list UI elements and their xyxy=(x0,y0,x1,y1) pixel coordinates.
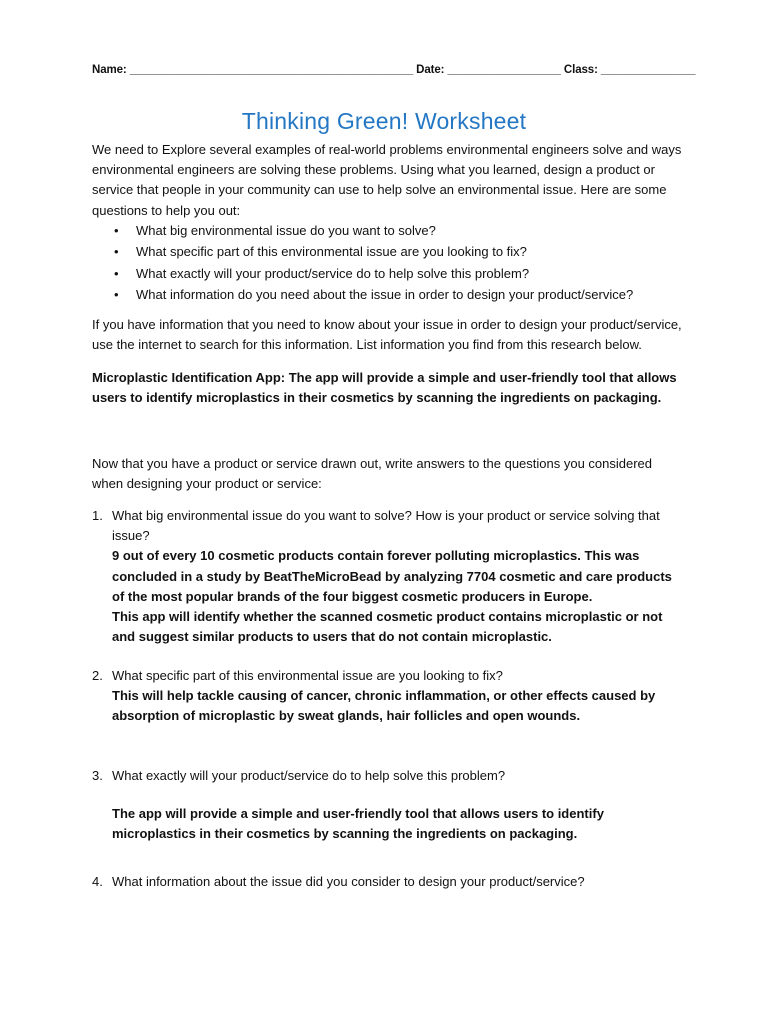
answer-text: This app will identify whether the scanned cosmetic product contains microplastic or not and suggest similar products to users that do not contain microplastic. xyxy=(112,609,663,645)
intro-paragraph: We need to Explore several examples of real-world problems environmental engineers solve and ways environmental engineers are solving these problems. Using what you learned, design a product or service that people in your community can use to help solve an environmental issue. Here are some questions to help you out: xyxy=(92,142,682,218)
question-text: What specific part of this environmental issue are you looking to fix? xyxy=(112,668,503,683)
list-item: • What information do you need about the issue in order to design your product/service? xyxy=(92,284,682,305)
research-instructions: If you have information that you need to know about your issue in order to design your product/service, use the internet to search for this information. List information you find from this research below. xyxy=(92,317,682,353)
question-number: 1. xyxy=(92,508,103,523)
questions-intro: Now that you have a product or service drawn out, write answers to the questions you considered when designing your product or service: xyxy=(92,456,653,492)
answer-text: The app will provide a simple and user-friendly tool that allows users to identify microplastics in their cosmetics by scanning the ingredients on packaging. xyxy=(112,806,604,842)
research-answer: Microplastic Identification App: The app will provide a simple and user-friendly tool that allows users to identify microplastics in their cosmetics by scanning the ingredients on packaging. xyxy=(92,370,677,406)
question-text: What information about the issue did you consider to design your product/service? xyxy=(112,874,585,889)
list-item: • What big environmental issue do you want to solve? xyxy=(92,220,682,241)
bullet-icon: • xyxy=(114,286,119,302)
bullet-icon: • xyxy=(114,223,119,238)
list-item: • What specific part of this environmental issue are you looking to fix? xyxy=(92,241,682,262)
question-number: 2. xyxy=(92,668,103,683)
list-item: • What exactly will your product/service do to help solve this problem? xyxy=(92,263,682,284)
question-text: What big environmental issue do you want to solve? How is your product or service solving that issue? xyxy=(112,508,660,544)
question-4 xyxy=(92,872,682,892)
question-number: 4. xyxy=(92,874,103,889)
question-1 xyxy=(92,506,682,647)
question-text: What exactly will your product/service do to help solve this problem? xyxy=(112,768,506,783)
answer-text: 9 out of every 10 cosmetic products contain forever polluting microplastics. This was concluded in a study by BeatTheMicroBead by analyzing 7704 cosmetic and care products of the most popular brands of the four biggest cosmetic producers in Europe. xyxy=(112,548,672,604)
answer-text: This will help tackle causing of cancer, chronic inflammation, or other effects caused by absorption of microplastic by sweat glands, hair follicles and open wounds. xyxy=(112,688,656,724)
guiding-questions-list xyxy=(92,220,682,305)
name-date-class-line: Name: _____________________________________________ Date: __________________ Class: _______________ xyxy=(92,64,696,76)
question-3 xyxy=(92,766,682,845)
question-2 xyxy=(92,666,682,727)
page-title: Thinking Green! Worksheet xyxy=(241,108,527,134)
bullet-icon: • xyxy=(114,265,119,281)
question-number: 3. xyxy=(92,768,103,783)
bullet-icon: • xyxy=(114,244,119,260)
